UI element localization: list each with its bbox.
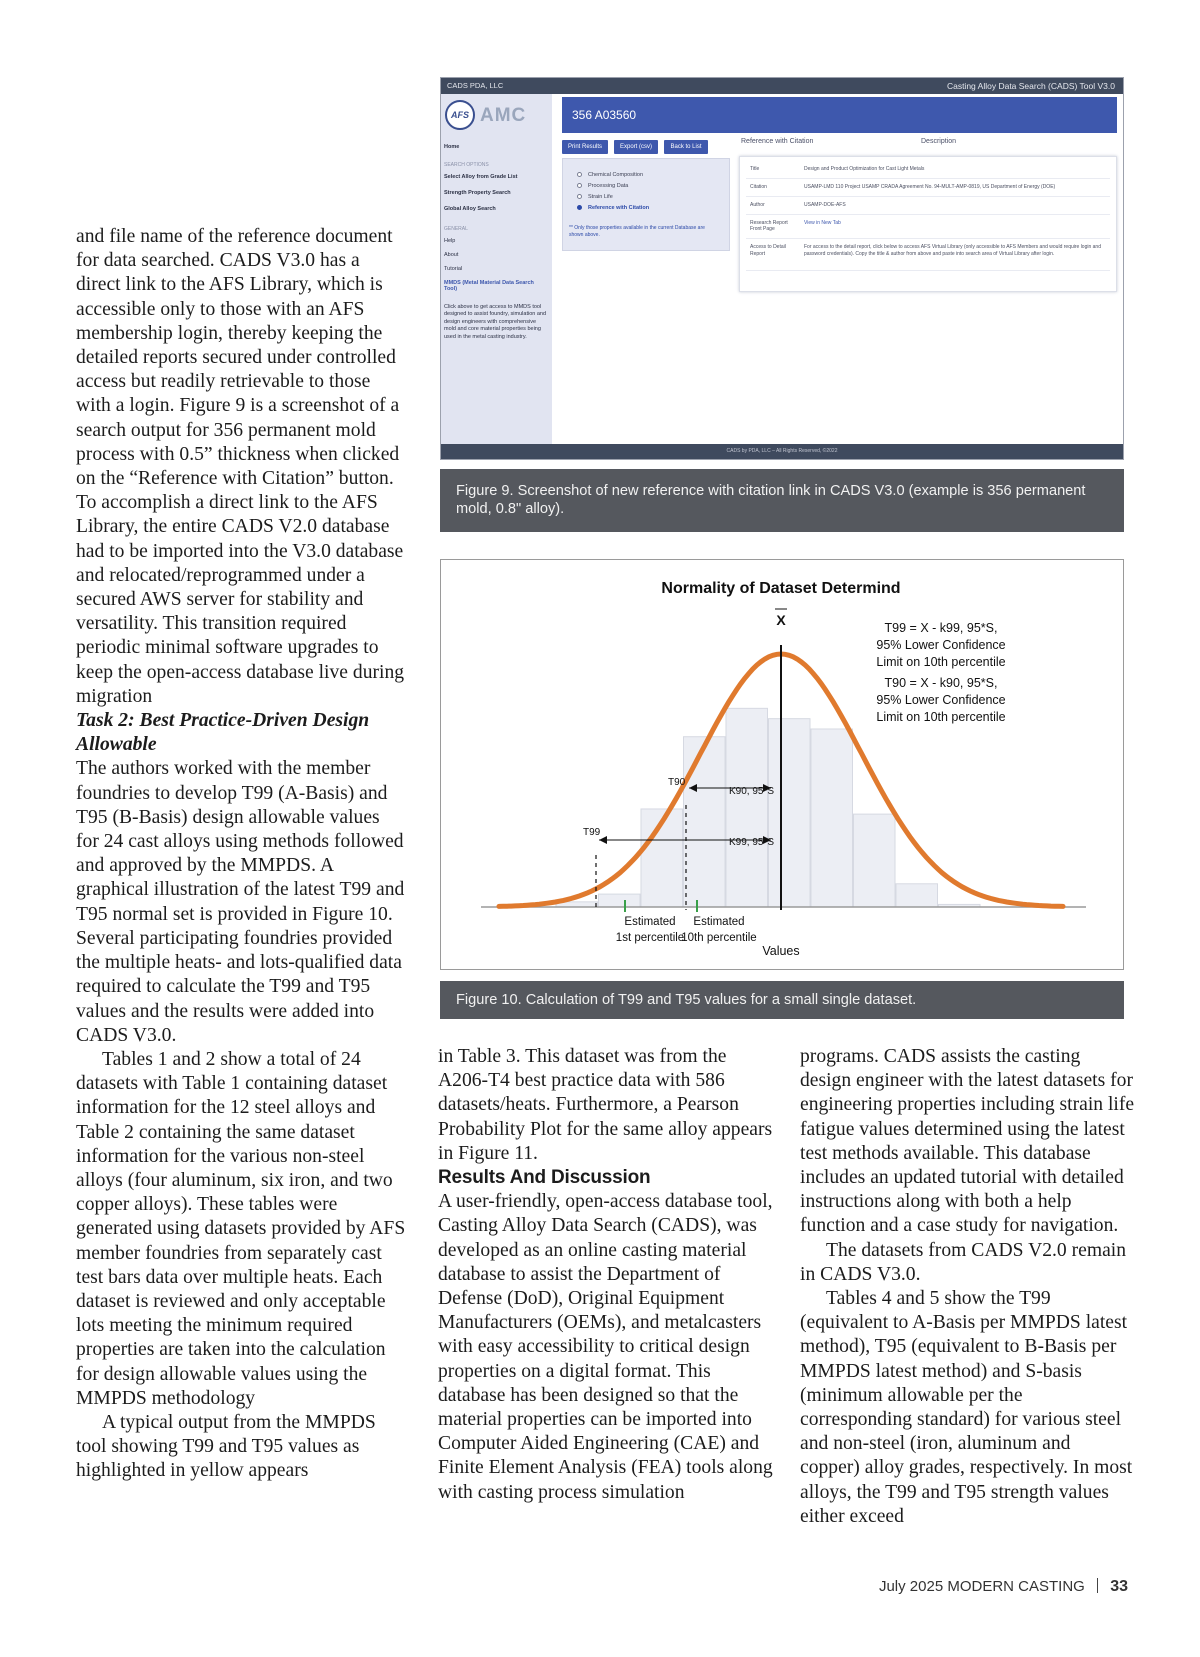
- sidebar-item-help[interactable]: Help: [444, 238, 456, 244]
- figure-9-screenshot: [440, 77, 1124, 460]
- description-column-header: Description: [921, 138, 957, 145]
- page-footer: [836, 1578, 1128, 1596]
- sidebar-item-home[interactable]: Home: [444, 144, 460, 150]
- magazine-name: MODERN CASTING: [947, 1578, 1085, 1595]
- t99-formula-desc1: 95% Lower Confidence: [876, 638, 1006, 652]
- t99-formula-desc2: Limit on 10th percentile: [876, 655, 1006, 669]
- amc-logo: [445, 100, 541, 136]
- sidebar-section-general: GENERAL: [444, 226, 468, 232]
- sidebar-item-tutorial[interactable]: Tutorial: [444, 266, 463, 272]
- option-strain-life[interactable]: Strain Life: [577, 194, 613, 200]
- company-name: CADS PDA, LLC: [447, 81, 504, 90]
- sidebar-item-mmds[interactable]: MMDS (Metal Material Data Search Tool): [444, 280, 534, 292]
- reference-row-title: Title Design and Product Optimization for Cast Light Metals: [746, 163, 1110, 179]
- figure-9-caption: Figure 9. Screenshot of new reference with citation link in CADS V3.0 (example is 356 permanent mold, 0.8" alloy).: [440, 469, 1124, 532]
- reference-row-front-page: Research Report Front Page View in New Tab: [746, 217, 1110, 239]
- histogram-bar: [684, 737, 726, 907]
- radio-icon[interactable]: [577, 194, 582, 199]
- histogram-bar: [896, 884, 938, 907]
- print-results-button[interactable]: Print Results: [562, 140, 608, 154]
- radio-selected-icon[interactable]: [577, 205, 582, 210]
- t90-formula: T90 = X - k90, 95*S,: [884, 676, 998, 690]
- body-paragraph: The authors worked with the member foundries to develop T99 (A-Basis) and T95 (B-Basis) design allowable values for 24 cast alloys using methods followed and approved by the MMPDS. A graphical illustration of the latest T99 and T95 normal set is provided in Figure 10. Several participating foundries provided the multiple heats- and lots-qualified data required to calculate the T99 and T95 values and the results were added into CADS V3.0.: [76, 758, 405, 1046]
- mean-label: X: [776, 612, 786, 628]
- reference-row-citation: Citation USAMP-LMD 110 Project USAMP CRADA Agreement No. 94-MULT-AMP-0819, US Department of Energy (DOE): [746, 181, 1110, 197]
- histogram-bar: [811, 729, 853, 907]
- alloy-header: 356 A03560: [562, 97, 1117, 133]
- t99-label: T99: [583, 827, 601, 838]
- afs-logo-icon: AFS: [445, 100, 475, 130]
- radio-icon[interactable]: [577, 172, 582, 177]
- k90-label: K90, 95*S: [729, 786, 775, 797]
- body-paragraph: A typical output from the MMPDS tool showing T99 and T95 values as highlighted in yellow appears: [76, 1411, 376, 1482]
- figure-10-caption: Figure 10. Calculation of T99 and T95 values for a small single dataset.: [440, 981, 1124, 1019]
- app-sidebar: [441, 94, 552, 446]
- sidebar-item-global-search[interactable]: Global Alloy Search: [444, 206, 496, 212]
- option-processing-data[interactable]: Processing Data: [577, 183, 628, 189]
- right-column: [800, 1045, 1135, 1529]
- normality-chart-svg: [441, 560, 1125, 971]
- figure-10-chart: [440, 559, 1124, 970]
- sidebar-note: Click above to get access to MMDS tool designed to assist foundry, simulation and design engineers with comprehensive mold and core material properties being used in the metal casting industry.: [444, 304, 547, 340]
- issue-date: July 2025: [878, 1578, 944, 1595]
- app-topbar: [441, 78, 1123, 94]
- body-paragraph: and file name of the reference document for data searched. CADS V3.0 has a direct link to the AFS Library, which is accessible only to those with an AFS membership login, thereby keeping the detailed reports secured under controlled access but readily retrievable to those with a login. Figure 9 is a screenshot of a search output for 356 permanent mold process with 0.5” thickness when clicked on the “Reference with Citation” button. To accomplish a direct link to the AFS Library, the entire CADS V2.0 database had to be imported into the V3.0 database and relocated/reprogrammed under a secured AWS server for stability and versatility. This transition required periodic minimal software upgrades to keep the open-access database live during migration: [76, 226, 405, 707]
- reference-column-header: Reference with Citation: [741, 138, 814, 145]
- sidebar-item-strength-search[interactable]: Strength Property Search: [444, 190, 511, 196]
- histogram-bars: [556, 708, 980, 907]
- radio-icon[interactable]: [577, 183, 582, 188]
- histogram-bar: [726, 708, 768, 907]
- middle-column: [438, 1045, 773, 1505]
- sidebar-section-search: SEARCH OPTIONS: [444, 162, 489, 168]
- histogram-bar: [854, 814, 896, 907]
- est-10th-line1: Estimated: [693, 916, 745, 928]
- app-footer: CADS by PDA, LLC – All Rights Reserved, ©2022: [441, 444, 1123, 459]
- t90-formula-desc1: 95% Lower Confidence: [876, 693, 1006, 707]
- est-1st-line1: Estimated: [624, 916, 676, 928]
- t90-formula-desc2: Limit on 10th percentile: [876, 710, 1006, 724]
- est-1st-line2: 1st percentile: [615, 932, 685, 944]
- body-paragraph: Tables 1 and 2 show a total of 24 datasets with Table 1 containing dataset information for the 12 steel alloys and Table 2 containing the same dataset information for the various non-steel alloys (four aluminum, six iron, and two copper alloys). These tables were generated using datasets provided by AFS member foundries from separately cast test bars data over multiple heats. Each dataset is reviewed and only acceptable lots meeting the minimum required properties are taken into the calculation for design allowable values using the MMPDS methodology: [76, 1048, 406, 1409]
- page-number: 33: [1110, 1578, 1128, 1595]
- body-paragraph: Tables 4 and 5 show the T99 (equivalent to A-Basis per MMPDS latest method), T95 (equivalent to B-Basis per MMPDS latest method) and S-basis (minimum allowable per the corresponding standard) for various steel and non-steel (iron, aluminum and copper) alloy grades, respectively. In most alloys, the T99 and T95 strength values either exceed: [800, 1288, 1133, 1527]
- left-column: [76, 225, 406, 1484]
- body-paragraph: programs. CADS assists the casting design engineer with the latest datasets for engineering properties including strain life fatigue values determined using the latest test methods available. This database includes an updated tutorial with detailed instructions along with both a help function and a case study for navigation.: [800, 1046, 1135, 1237]
- histogram-bar: [769, 719, 811, 907]
- export-csv-button[interactable]: Export (csv): [614, 140, 658, 154]
- task-2-heading: Task 2: Best Practice-Driven Design Allowable: [76, 710, 370, 756]
- reference-row-detail-access: Access to Detail Report For access to the detail report, click below to access AFS Virtual Library (only accessible to AFS Members and would require login and password credentials). Copy the title & author from above and paste into search area of Virtual Library after login.: [746, 241, 1110, 271]
- chart-title: Normality of Dataset Determind: [661, 580, 901, 597]
- results-discussion-heading: Results And Discussion: [438, 1167, 651, 1189]
- sidebar-item-about[interactable]: About: [444, 252, 459, 258]
- option-reference-with-citation[interactable]: Reference with Citation: [577, 205, 649, 211]
- body-paragraph: in Table 3. This dataset was from the A206-T4 best practice data with 586 datasets/heats. Furthermore, a Pearson Probability Plot for the same alloy appears in Figure 11.: [438, 1046, 773, 1164]
- option-chemical-composition[interactable]: Chemical Composition: [577, 172, 643, 178]
- k99-label: K99, 95*S: [729, 837, 775, 848]
- app-title: Casting Alloy Data Search (CADS) Tool V3.0: [946, 81, 1115, 91]
- t90-label: T90: [668, 777, 686, 788]
- est-10th-line2: 10th percentile: [681, 932, 757, 944]
- sidebar-item-grade-list[interactable]: Select Alloy from Grade List: [444, 174, 518, 180]
- reference-details-panel: [739, 156, 1117, 292]
- body-paragraph: A user-friendly, open-access database tool, Casting Alloy Data Search (CADS), was developed as an online casting material database to assist the Department of Defense (DoD), Original Equipment Manufacturers (OEMs), and metalcasters with easy accessibility to critical design properties on a digital format. This database has been designed so that the material properties can be imported into Computer Aided Engineering (CAE) and Finite Element Analysis (FEA) tools along with casting process simulation: [438, 1191, 773, 1503]
- reference-row-author: Author USAMP-DOE-AFS: [746, 199, 1110, 215]
- amc-wordmark: AMC: [480, 105, 527, 126]
- x-axis-label: Values: [762, 944, 800, 958]
- view-in-new-tab-link[interactable]: View in New Tab: [804, 220, 841, 226]
- t99-formula: T99 = X - k99, 95*S,: [884, 621, 998, 635]
- property-options-panel: [562, 158, 730, 251]
- footer-separator: [1097, 1578, 1098, 1593]
- histogram-bar: [599, 894, 641, 907]
- body-paragraph: The datasets from CADS V2.0 remain in CADS V3.0.: [800, 1239, 1127, 1285]
- back-to-list-button[interactable]: Back to List: [664, 140, 708, 154]
- options-note: ** Only those properties available in the current Database are shown above.: [569, 225, 705, 238]
